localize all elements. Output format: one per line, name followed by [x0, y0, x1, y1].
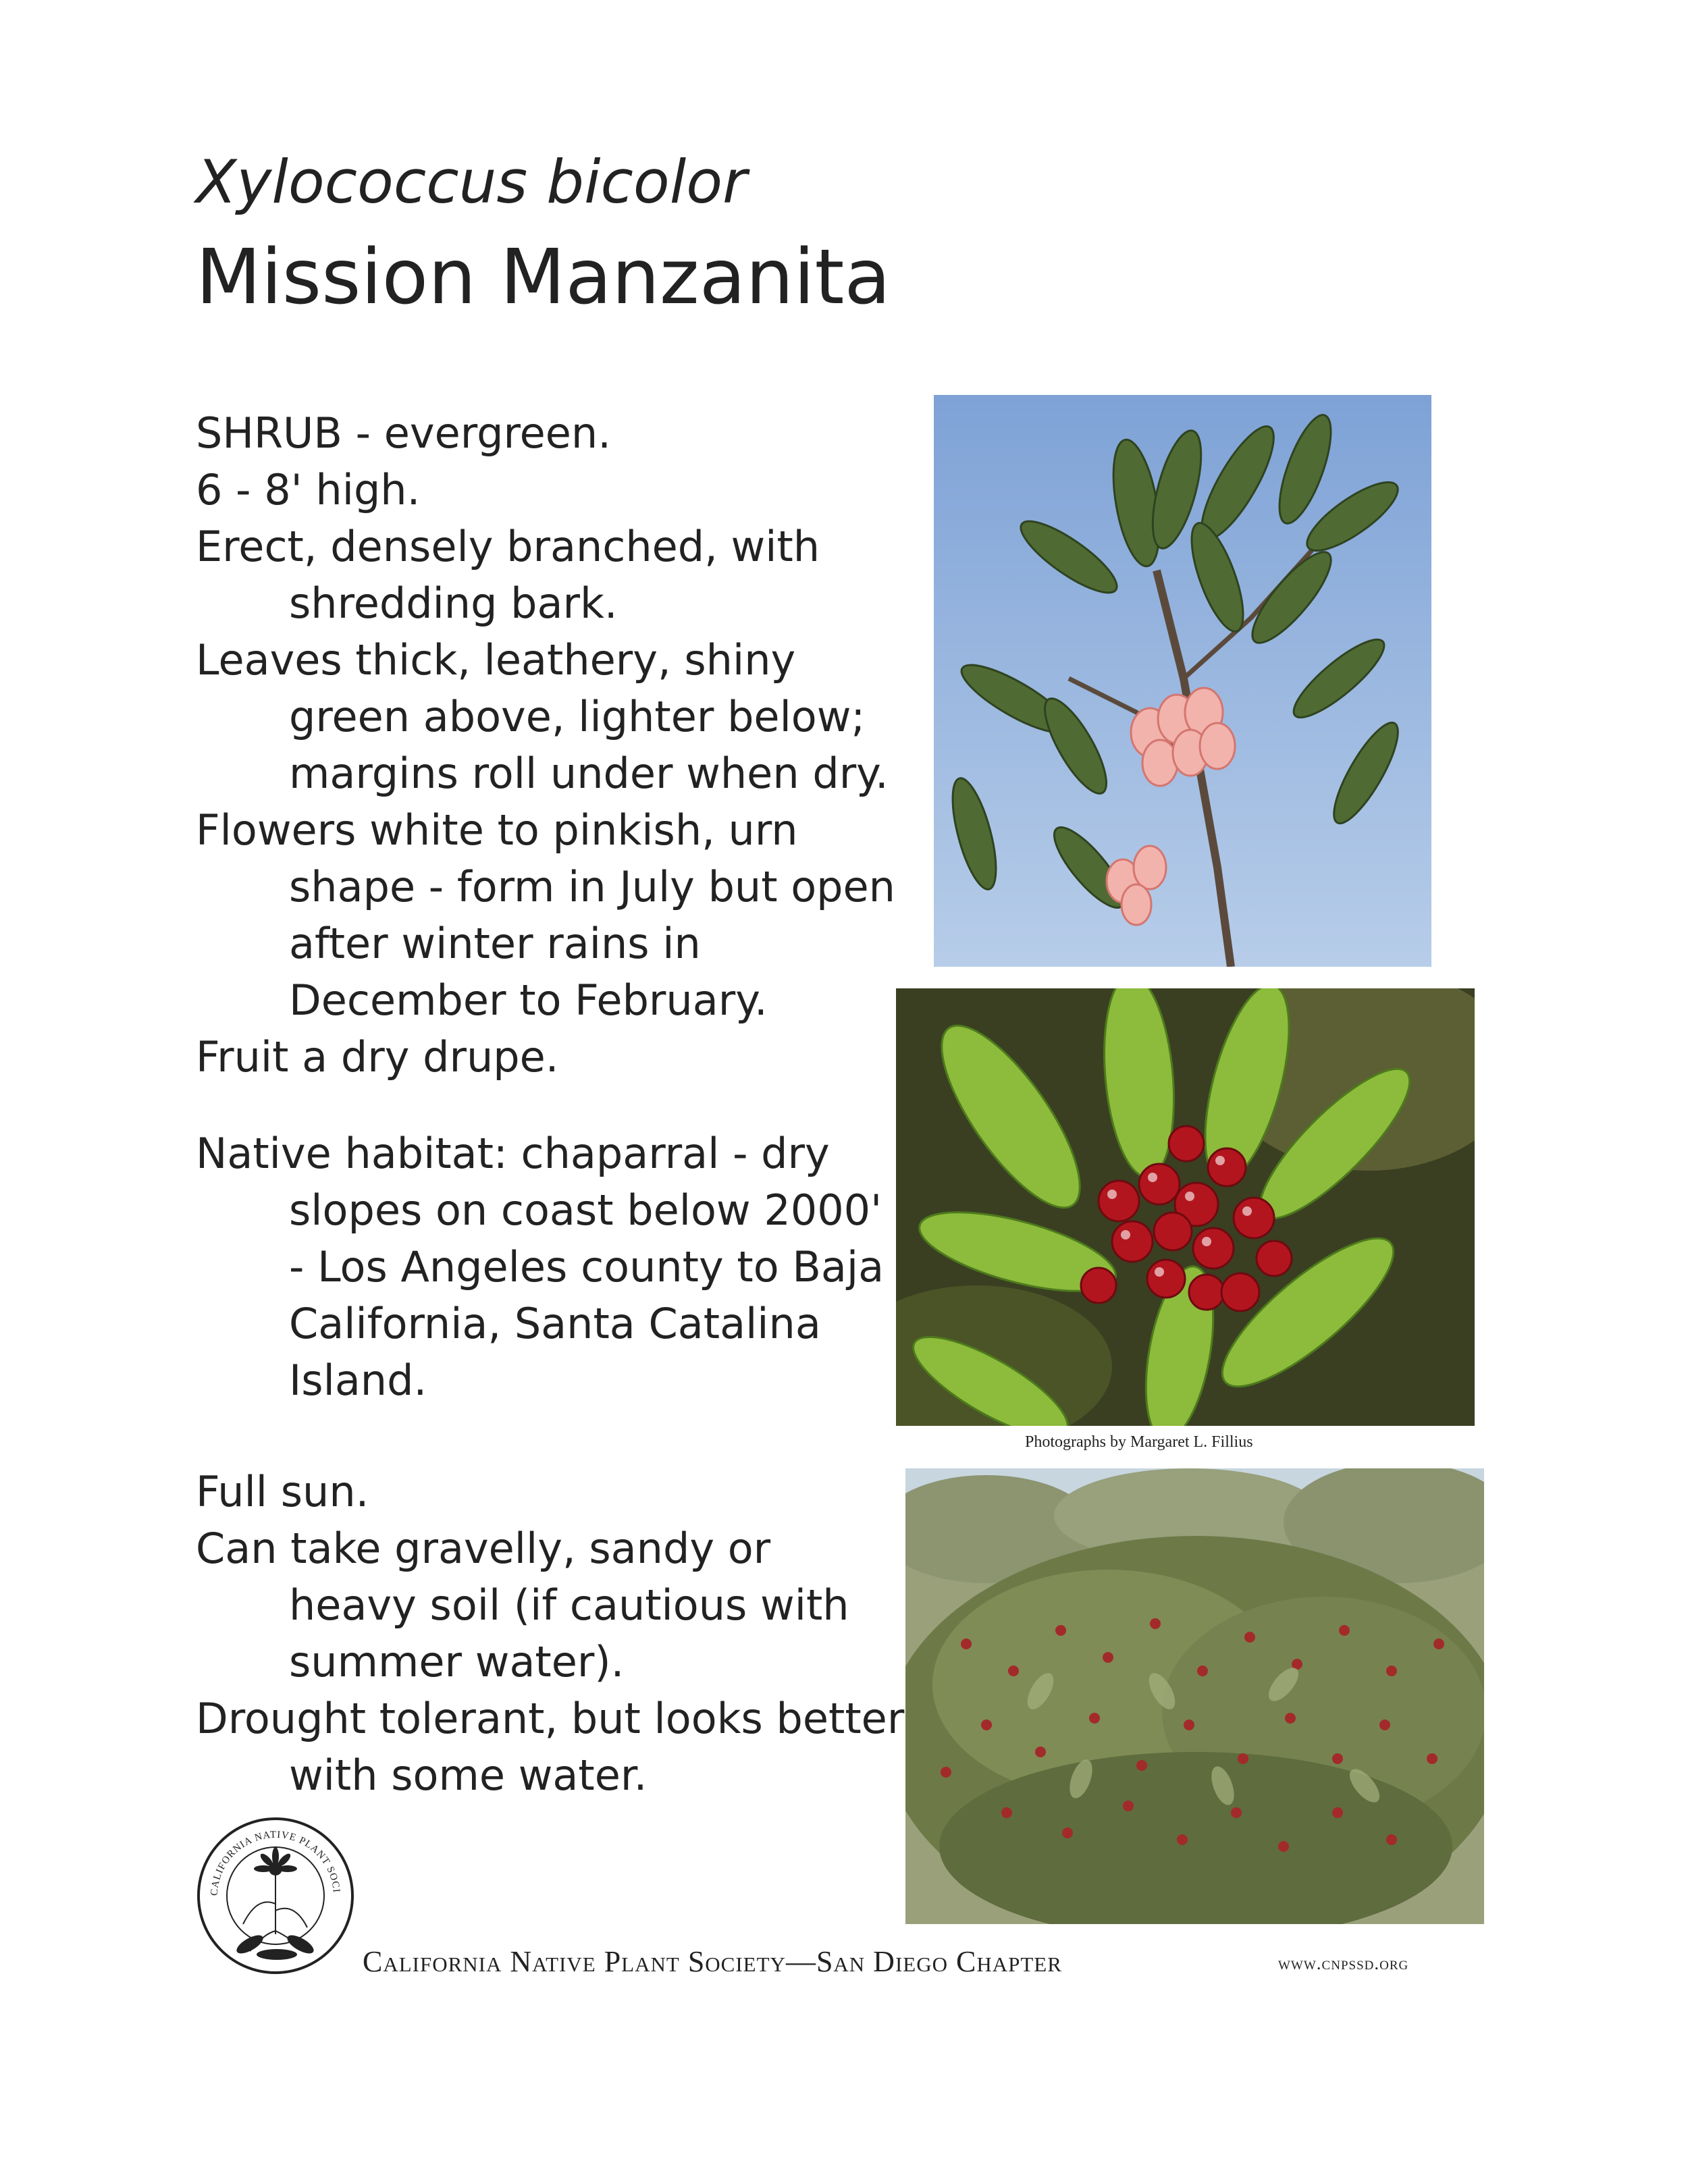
- red-berries-photo: [896, 988, 1475, 1426]
- flowering-branch-photo: [934, 395, 1431, 967]
- description-line: SHRUB - evergreen.: [196, 408, 611, 458]
- footer-url[interactable]: www.cnpssd.org: [1278, 1953, 1409, 1973]
- care-block: [196, 1464, 905, 1804]
- footer-organization: California Native Plant Society—San Diego Chapter: [363, 1945, 1062, 1978]
- photo-credit: Photographs by Margaret L. Fillius: [1025, 1433, 1253, 1451]
- common-name: Mission Manzanita: [196, 234, 891, 321]
- habitat-text: Native habitat: chaparral - dry slopes on coast below 2000' - Los Angeles county to Baja California, Santa Catalina Island.: [196, 1129, 885, 1405]
- description-line: 6 - 8' high.: [196, 465, 421, 514]
- scientific-name: Xylococcus bicolor: [196, 147, 747, 217]
- care-line: Drought tolerant, but looks better with some water.: [196, 1694, 905, 1800]
- description-line: Flowers white to pinkish, urn shape - form in July but open after winter rains in December to February.: [196, 805, 895, 1025]
- cnps-seal-logo: [196, 1816, 356, 1976]
- habitat-block: [196, 1125, 905, 1409]
- description-line: Leaves thick, leathery, shiny green above, lighter below; margins roll under when dry.: [196, 635, 889, 798]
- care-line: Can take gravelly, sandy or heavy soil (if cautious with summer water).: [196, 1524, 849, 1686]
- seal-text: CALIFORNIA NATIVE PLANT SOCI: [209, 1829, 342, 1896]
- shrub-habit-photo: [905, 1468, 1484, 1924]
- description-line: Fruit a dry drupe.: [196, 1032, 559, 1082]
- description-line: Erect, densely branched, with shredding bark.: [196, 522, 820, 628]
- care-line: Full sun.: [196, 1467, 369, 1516]
- description-block: [196, 405, 905, 1086]
